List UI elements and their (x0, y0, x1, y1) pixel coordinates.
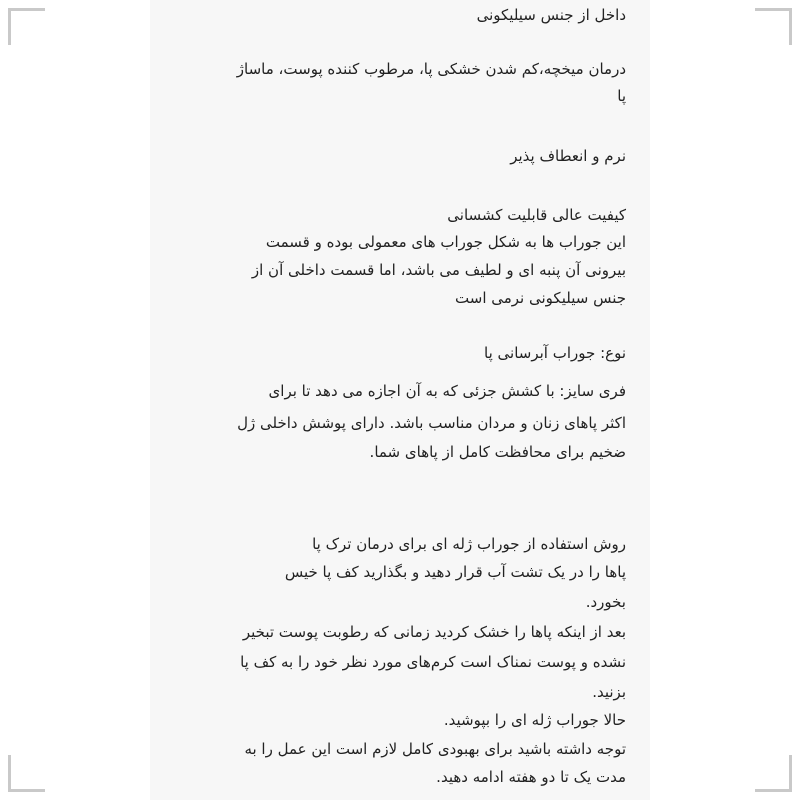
document-panel (150, 0, 650, 800)
text-line-description-2: بیرونی آن پنبه ای و لطیف می باشد، اما قسمت داخلی آن از (251, 261, 626, 279)
text-line-usage-3: بعد از اینکه پاها را خشک کردید زمانی که رطوبت پوست تبخیر (242, 623, 626, 641)
text-line-free-size-2: اکثر پاهای زنان و مردان مناسب باشد. دارای پوشش داخلی ژل (237, 414, 626, 432)
text-line-soft-flexible: نرم و انعطاف پذیر (510, 147, 626, 165)
text-line-benefits-cont: پا (617, 87, 626, 105)
text-line-benefits: درمان میخچه،کم شدن خشکی پا، مرطوب کننده پوست، ماساژ (236, 60, 626, 78)
text-line-usage-7: توجه داشته باشید برای بهبودی کامل لازم است این عمل را به (244, 740, 626, 758)
text-line-usage-4: نشده و پوست نمناک است کرم‌های مورد نظر خود را به کف پا (240, 653, 626, 671)
text-line-type: نوع: جوراب آبرسانی پا (484, 344, 626, 362)
text-line-free-size-3: ضخیم برای محافظت کامل از پاهای شما. (369, 443, 626, 461)
text-line-usage-2: بخورد. (585, 593, 626, 611)
text-line-usage-5: بزنید. (592, 683, 626, 701)
text-line-description-3: جنس سیلیکونی نرمی است (455, 289, 626, 307)
corner-bracket-top-left (8, 8, 45, 45)
text-line-usage-1: پاها را در یک تشت آب قرار دهید و بگذارید کف پا خیس (284, 563, 626, 581)
text-line-usage-8: مدت یک تا دو هفته ادامه دهید. (436, 768, 626, 786)
corner-bracket-top-right (755, 8, 792, 45)
text-line-quality: کیفیت عالی قابلیت کشسانی (447, 206, 626, 224)
text-line-usage-6: حالا جوراب ژله ای را بپوشید. (443, 711, 626, 729)
text-line-description-1: این جوراب ها به شکل جوراب های معمولی بوده و قسمت (265, 233, 626, 251)
corner-bracket-bottom-left (8, 755, 45, 792)
text-line-material: داخل از جنس سیلیکونی (476, 6, 626, 24)
text-line-usage-title: روش استفاده از جوراب ژله ای برای درمان ترک پا (312, 535, 626, 553)
corner-bracket-bottom-right (755, 755, 792, 792)
text-line-free-size-1: فری سایز: با کشش جزئی که به آن اجازه می دهد تا برای (268, 382, 626, 400)
